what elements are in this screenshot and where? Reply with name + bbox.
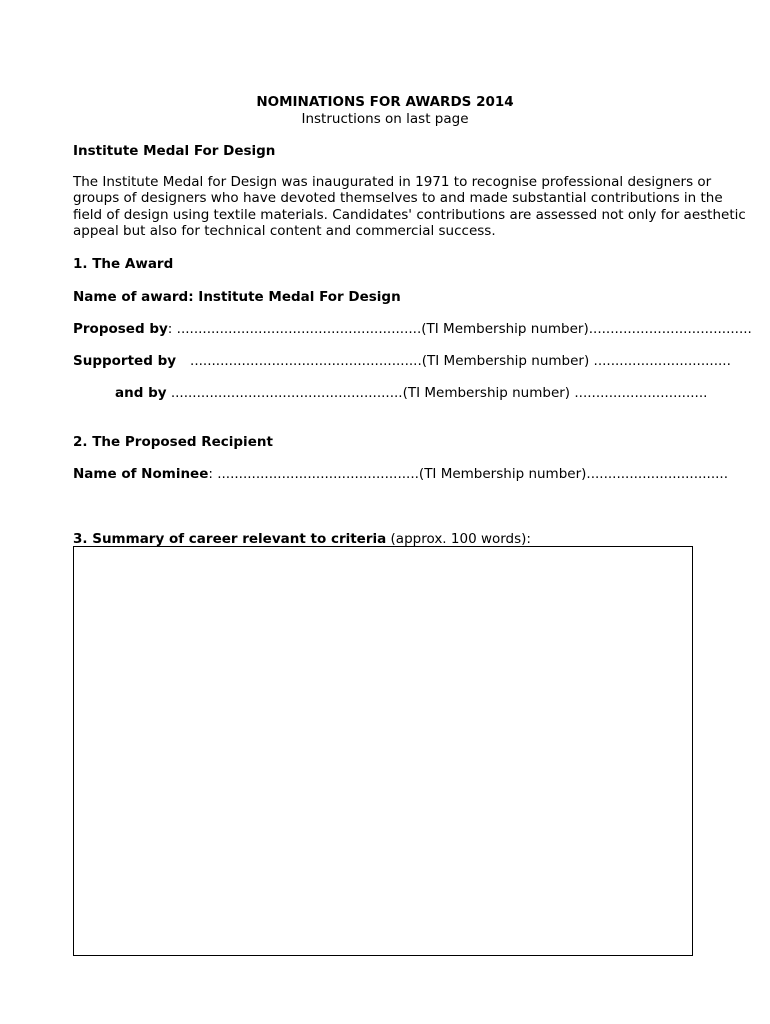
proposed-by-membership-field[interactable]: ...................................... <box>588 321 752 337</box>
description-line: field of design using textile materials. Candidates' contributions are assessed not only for aesthetic <box>73 206 746 223</box>
proposed-by-name-field[interactable]: ......................................................... <box>172 321 422 337</box>
and-by-membership-label: (TI Membership number) <box>402 385 571 401</box>
nominee-colon: : <box>208 466 213 482</box>
description-line: The Institute Medal for Design was inaugurated in 1971 to recognise professional designers or <box>73 174 712 190</box>
document-title: NOMINATIONS FOR AWARDS 2014 <box>256 94 514 110</box>
proposed-by-membership-label: (TI Membership number) <box>421 321 589 337</box>
document-subtitle: Instructions on last page <box>301 111 469 127</box>
and-by-membership-field[interactable]: ............................... <box>570 385 708 401</box>
supported-by-label: Supported by <box>73 353 177 369</box>
nominee-membership-label: (TI Membership number) <box>418 466 587 482</box>
description-line: appeal but also for technical content and commercial success. <box>73 223 496 240</box>
nominee-membership-field[interactable]: ................................. <box>586 466 729 482</box>
proposed-by-row <box>73 321 752 337</box>
proposed-by-colon: : <box>167 321 173 337</box>
nominee-row <box>73 466 728 482</box>
career-summary-box[interactable] <box>73 546 693 956</box>
proposed-by-label: Proposed by <box>73 321 168 337</box>
award-heading: Institute Medal For Design <box>73 143 276 159</box>
supported-by-membership-label: (TI Membership number) <box>421 353 590 369</box>
award-description <box>73 174 746 240</box>
section-3-heading <box>73 531 531 547</box>
section-3-heading-bold: 3. Summary of career relevant to criteria <box>73 531 387 547</box>
nominee-name-field[interactable]: ............................................... <box>212 466 419 482</box>
name-of-award: Name of award: Institute Medal For Design <box>73 289 401 305</box>
supported-by-membership-field[interactable]: ................................ <box>589 353 731 369</box>
supported-by-row <box>73 353 731 369</box>
and-by-name-field[interactable]: ...................................................... <box>166 385 403 401</box>
section-2-heading: 2. The Proposed Recipient <box>73 434 273 450</box>
nominee-label: Name of Nominee <box>73 466 209 482</box>
and-by-label: and by <box>115 385 167 401</box>
description-line: groups of designers who have devoted themselves to and made substantial contributions in the <box>73 190 723 207</box>
and-by-row <box>115 385 707 401</box>
section-3-heading-note: (approx. 100 words): <box>386 531 531 547</box>
supported-by-name-field[interactable]: ...................................................... <box>190 353 422 369</box>
section-1-heading: 1. The Award <box>73 256 174 272</box>
